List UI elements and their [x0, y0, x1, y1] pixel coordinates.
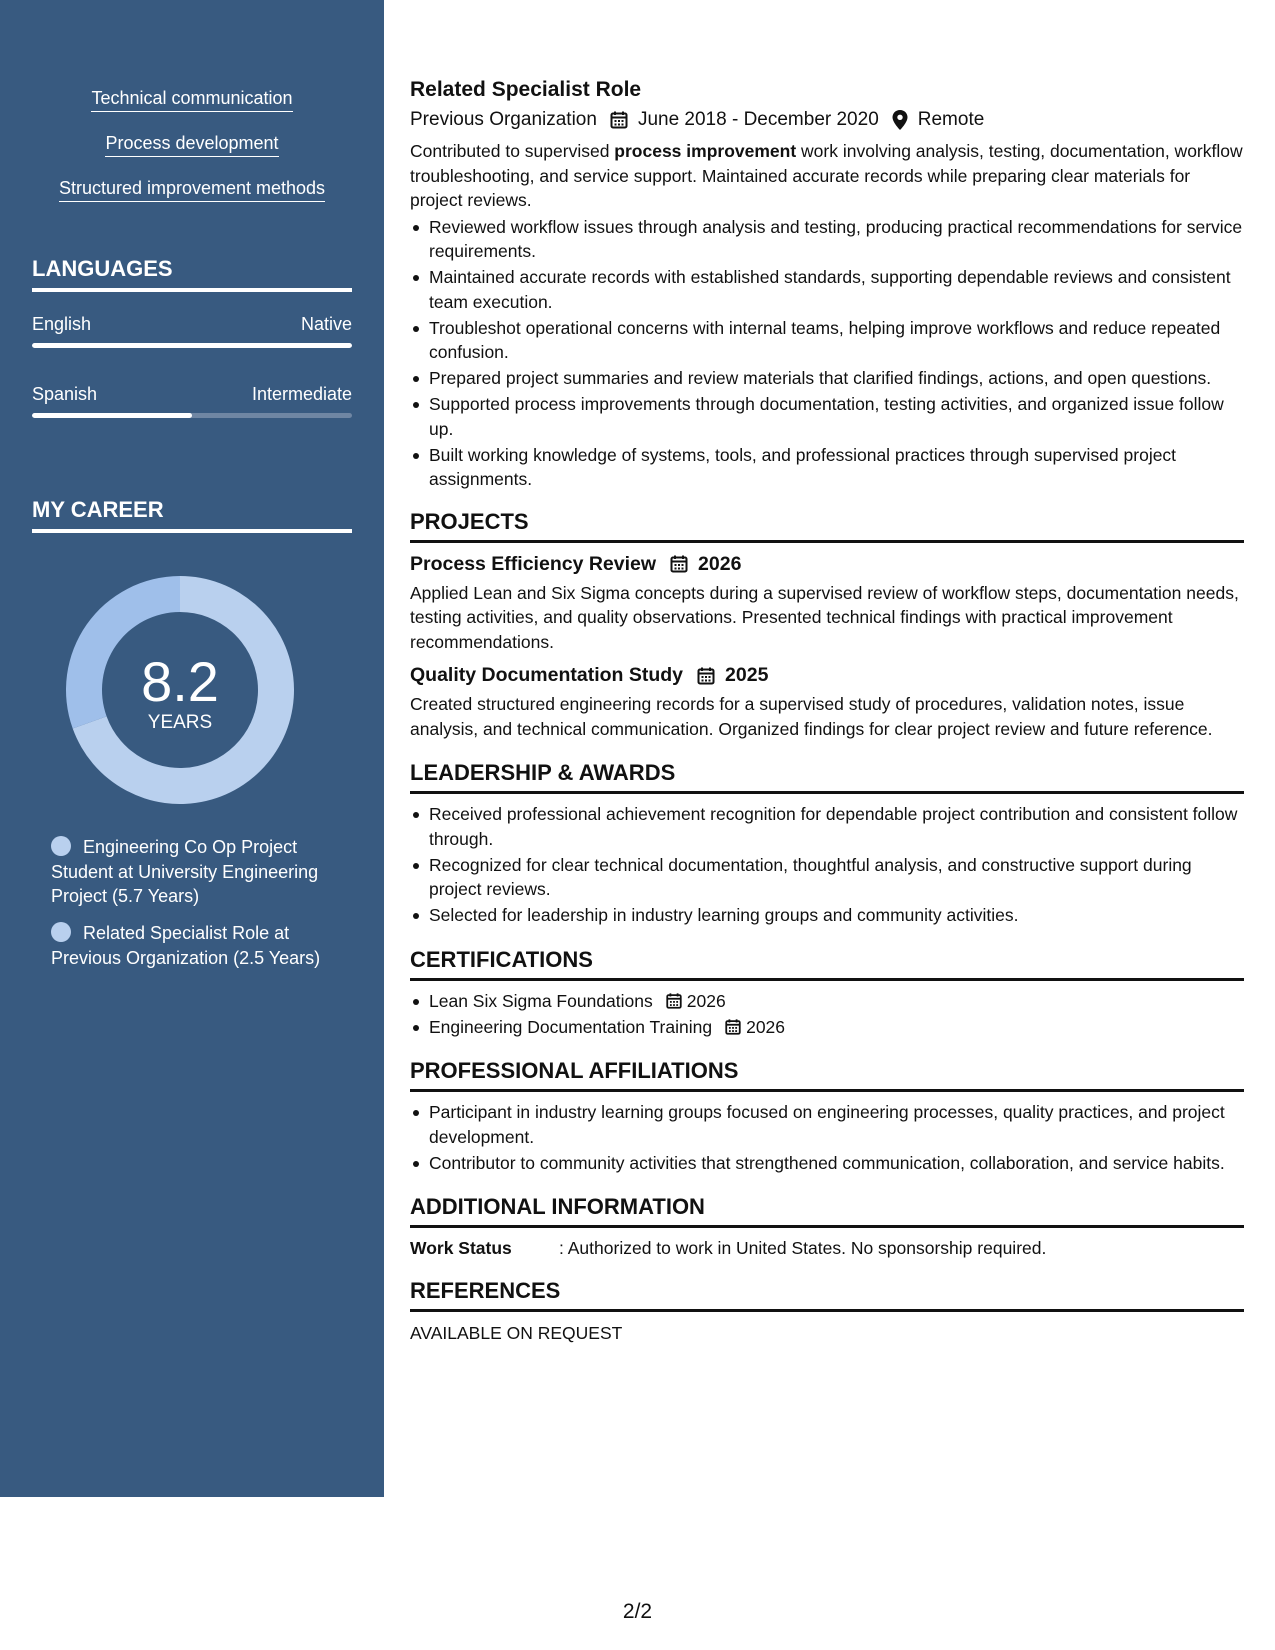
skill-item	[0, 88, 384, 109]
skill-item	[0, 178, 384, 199]
language-name: English	[32, 314, 92, 334]
job-dates: June 2018 - December 2020	[637, 109, 879, 130]
references-text: AVAILABLE ON REQUEST	[410, 1323, 623, 1343]
career-item-label: Engineering Co Op Project Student at University Engineering Project (5.7 Years)	[51, 837, 319, 906]
job-summary-bold: process improvement	[614, 141, 797, 161]
additional-value: : Authorized to work in United States. No sponsorship required.	[559, 1238, 1047, 1258]
certification-name: Engineering Documentation Training	[429, 1016, 713, 1037]
references-heading: REFERENCES	[410, 1278, 1244, 1312]
language-name: Spanish	[32, 384, 98, 404]
language-row	[32, 314, 352, 335]
project-description: Applied Lean and Six Sigma concepts during a supervised review of workflow steps, documentation needs, testing activities, and quality observations. Presented technical findings with practical improvement recommendations.	[410, 582, 1239, 652]
job-location: Remote	[917, 109, 985, 130]
job-entry	[410, 78, 1244, 492]
certification-year: 2026	[686, 990, 726, 1011]
calendar-icon	[696, 666, 716, 686]
affiliations-list	[410, 1100, 1244, 1175]
career-item-label: Related Specialist Role at Previous Organization (2.5 Years)	[51, 923, 321, 968]
certification-year: 2026	[746, 1016, 786, 1037]
career-item	[51, 921, 321, 970]
project-entry	[410, 553, 1244, 655]
main-content	[410, 78, 1244, 1344]
calendar-icon	[665, 992, 683, 1010]
career-heading: MY CAREER	[32, 497, 352, 533]
leadership-list	[410, 802, 1244, 928]
skill-label: Process development	[105, 133, 278, 157]
projects-heading: PROJECTS	[410, 509, 1244, 543]
job-meta	[410, 109, 1244, 131]
project-title: Process Efficiency Review	[410, 552, 657, 575]
leadership-heading: LEADERSHIP & AWARDS	[410, 760, 1244, 794]
calendar-icon	[609, 110, 629, 130]
job-summary-text: work involving analysis, testing, documentation, workflow troubleshooting, and service support. Maintained accurate records while preparing clear materials for project reviews.	[410, 141, 1243, 210]
certifications-heading: CERTIFICATIONS	[410, 947, 1244, 981]
career-unit: YEARS	[147, 712, 213, 733]
job-company: Previous Organization	[410, 109, 597, 130]
affiliations-heading: PROFESSIONAL AFFILIATIONS	[410, 1058, 1244, 1092]
list-item: Supported process improvements through documentation, testing activities, and organized issue follow up.	[410, 392, 1244, 441]
skill-label: Structured improvement methods	[59, 178, 325, 202]
project-title: Quality Documentation Study	[410, 664, 684, 686]
language-level: Intermediate	[251, 384, 352, 404]
career-donut	[66, 576, 294, 804]
skill-item	[0, 133, 384, 154]
list-item: Contributor to community activities that strengthened communication, collaboration, and service habits.	[410, 1151, 1244, 1176]
certification-name: Lean Six Sigma Foundations	[429, 990, 653, 1011]
list-item: Selected for leadership in industry learning groups and community activities.	[410, 903, 1244, 928]
language-bar-fill	[32, 413, 192, 418]
language-bar	[32, 413, 352, 418]
language-bar-fill	[32, 343, 352, 348]
calendar-icon	[724, 1018, 742, 1036]
list-item: Participant in industry learning groups focused on engineering processes, quality practices, and project development.	[410, 1100, 1244, 1149]
location-pin-icon	[891, 109, 909, 131]
skill-label: Technical communication	[91, 88, 292, 112]
project-year: 2025	[725, 664, 769, 686]
additional-row	[410, 1238, 1244, 1259]
certifications-list	[410, 989, 1244, 1040]
list-item: Received professional achievement recognition for dependable project contribution and consistent follow through.	[410, 802, 1244, 851]
project-year: 2026	[698, 552, 742, 575]
job-title: Related Specialist Role	[410, 78, 642, 101]
job-bullets	[410, 215, 1244, 492]
job-summary-text: Contributed to supervised	[410, 141, 615, 161]
career-total: 8.2	[141, 650, 219, 713]
list-item: Prepared project summaries and review materials that clarified findings, actions, and open questions.	[410, 366, 1244, 391]
project-description: Created structured engineering records for a supervised study of procedures, validation notes, issue analysis, and technical communication. Organized findings for clear project review and future reference.	[410, 694, 1213, 739]
additional-heading: ADDITIONAL INFORMATION	[410, 1194, 1244, 1228]
languages-heading: LANGUAGES	[32, 256, 352, 292]
career-dot-icon	[51, 836, 71, 856]
list-item: Troubleshot operational concerns with internal teams, helping improve workflows and reduce repeated confusion.	[410, 316, 1244, 365]
page-number: 2/2	[622, 1600, 653, 1623]
project-title-row	[410, 553, 1244, 576]
list-item	[410, 989, 1244, 1014]
language-bar	[32, 343, 352, 348]
language-level: Native	[300, 314, 352, 334]
list-item: Built working knowledge of systems, tools, and professional practices through supervised project assignments.	[410, 443, 1244, 492]
calendar-icon	[669, 554, 689, 574]
project-entry	[410, 664, 1244, 741]
career-dot-icon	[51, 922, 71, 942]
list-item: Maintained accurate records with established standards, supporting dependable reviews and consistent team execution.	[410, 265, 1244, 314]
language-row	[32, 384, 352, 405]
list-item	[410, 1015, 1244, 1040]
career-item	[51, 835, 321, 909]
list-item: Reviewed workflow issues through analysis and testing, producing practical recommendations for service requirements.	[410, 215, 1244, 264]
sidebar	[0, 0, 384, 1497]
job-summary	[410, 139, 1244, 213]
list-item: Recognized for clear technical documentation, thoughtful analysis, and constructive support during project reviews.	[410, 853, 1244, 902]
project-title-row	[410, 664, 1244, 687]
additional-label: Work Status	[410, 1238, 512, 1258]
